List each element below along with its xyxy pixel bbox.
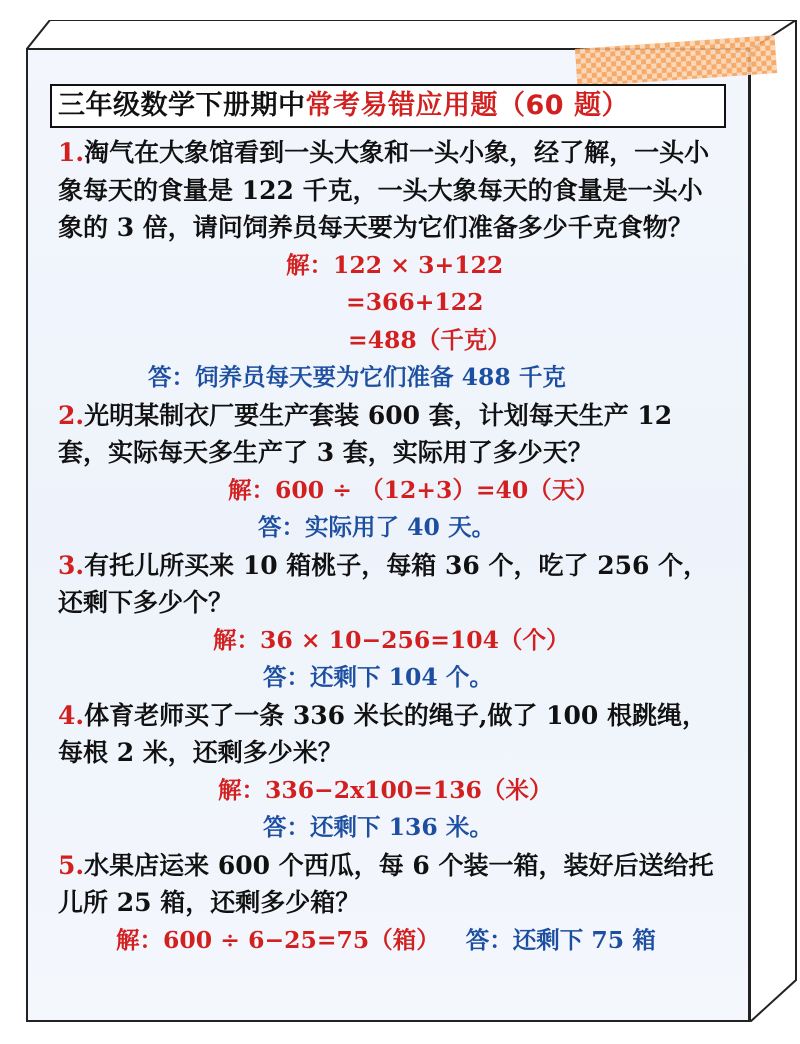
- problem-3-solution: 解：36 × 10−256=104（个）: [213, 625, 570, 654]
- problem-2-solution: 解：600 ÷ （12+3）=40（天）: [228, 475, 599, 504]
- problem-2: [58, 397, 726, 547]
- problem-2-text: 光明某制衣厂要生产套装 600 套，计划每天生产 12 套，实际每天多生产了 3 套，实际用了多少天？: [58, 400, 673, 467]
- problem-4-question: [58, 697, 726, 772]
- page-title: [50, 84, 726, 128]
- problem-5-text: 水果店运来 600 个西瓜，每 6 个装一箱，装好后送给托儿所 25 箱，还剩多少箱？: [58, 850, 714, 917]
- problem-1-solution-line-2: =366+122: [346, 288, 484, 316]
- problem-1-text: 淘气在大象馆看到一头大象和一头小象，经了解，一头小象每天的食量是 122 千克，一头大象每天的食量是一头小象的 3 倍，请问饲养员每天要为它们准备多少千克食物？: [58, 138, 710, 242]
- problem-3-answer: 答：还剩下 104 个。: [263, 663, 493, 691]
- problem-4-solution: 解：336−2x100=136（米）: [218, 775, 553, 804]
- problem-3-text: 有托儿所买来 10 箱桃子，每箱 36 个，吃了 256 个，还剩下多少个？: [58, 550, 709, 617]
- title-part-1: 三年级数学下册期中: [58, 90, 306, 121]
- problem-3-number: 3.: [58, 550, 85, 580]
- problem-3-question: [58, 547, 726, 622]
- problem-1-number: 1.: [58, 138, 85, 167]
- problem-1-solution-line-3: =488（千克）: [348, 325, 511, 354]
- problem-1-question: [58, 134, 726, 247]
- problem-5-answer: 答：还剩下 75 箱: [465, 925, 656, 954]
- box-side-edge: [748, 20, 798, 1022]
- problem-4-number: 4.: [58, 700, 85, 730]
- problem-5: [58, 847, 726, 962]
- problem-5-number: 5.: [58, 850, 85, 880]
- problem-1-solution-line-1: 解：122 × 3+122: [286, 250, 504, 279]
- title-part-2: 常考易错应用题（60 题）: [305, 90, 629, 121]
- problem-1-answer: 答：饲养员每天要为它们准备 488 千克: [148, 363, 566, 391]
- problem-2-question: [58, 397, 726, 472]
- problem-4-answer: 答：还剩下 136 米。: [263, 813, 493, 841]
- problem-5-question: [58, 847, 726, 922]
- problem-5-solution-row: [58, 922, 726, 962]
- problem-3: [58, 547, 726, 697]
- problem-4-text: 体育老师买了一条 336 米长的绳子,做了 100 根跳绳，每根 2 米，还剩多少米？: [58, 700, 707, 767]
- problem-5-solution: 解：600 ÷ 6−25=75（箱）: [116, 925, 440, 954]
- problem-1: [58, 134, 726, 397]
- problem-list: [58, 134, 726, 961]
- problem-2-answer: 答：实际用了 40 天。: [258, 513, 496, 541]
- problem-4: [58, 697, 726, 847]
- problem-2-number: 2.: [58, 400, 85, 430]
